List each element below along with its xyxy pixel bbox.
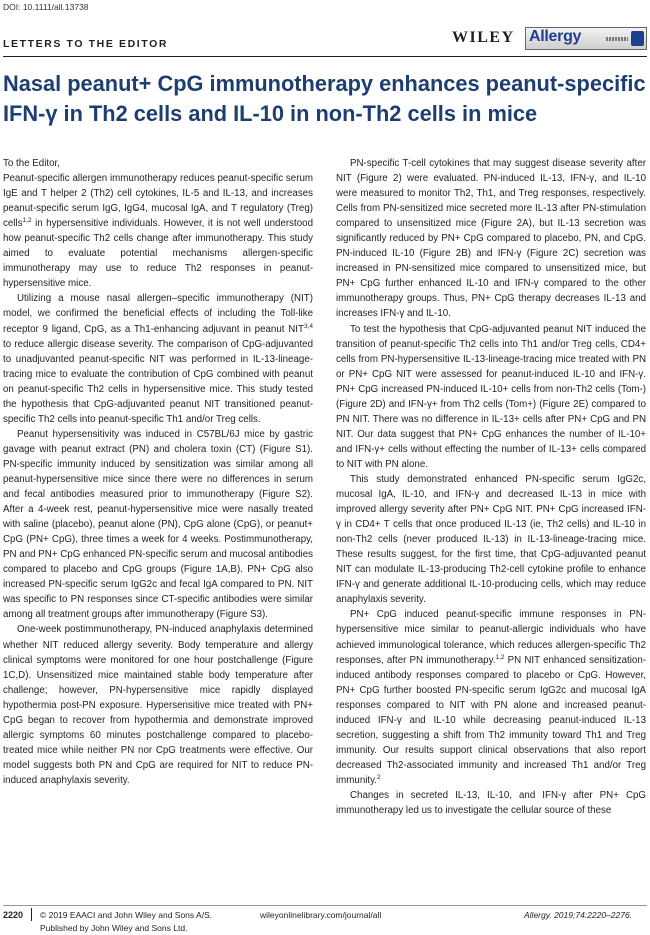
right-column — [336, 156, 646, 818]
paragraph: Peanut hypersensitivity was induced in C57BL/6J mice by gastric gavage with peanut extract (PN) and cholera toxin (CT) (Figure S1). PN-specific immunity induced by sensitization was similar among all peanut-hypersensitive mice since there were no differences in serum and fecal antibodies measured prior to immunotherapy (Figure S2). After a 4-week rest, peanut-hypersensitive mice were nasally treated with saline (placebo), peanut alone (PN), CpG alone (CpG), or peanut+ CpG (PN+ CpG), three times a week for 4 weeks. Postimmunotherapy, PN and PN+ CpG enhanced PN-specific serum and mucosal antibodies compared to placebo and CpG groups (Figure 1A,B). PN+ CpG also increased PN-specific serum IgG2c and fecal IgA compared to PN. NIT was specific to PN responses since CT-specific antibodies were similar among all treatment groups after immunotherapy (Figure S3). — [3, 428, 313, 621]
citation-ref[interactable]: 1,2 — [22, 216, 32, 224]
paragraph: To test the hypothesis that CpG-adjuvanted peanut NIT induced the transition of peanut-specific Th2 cells into Th1 and/or Treg cells, CD4+ cells from PN-hypersensitive IL-13-lineage-tracing mice treated with PN or PN+ CpG NIT were assessed for peanut-induced IL-10 and IFN-γ. PN+ CpG increased PN-induced IL-10+ cells from non-Th2 cells (Tom-) (Figure 2D) and IFN-γ+ from Th2 cells (Tom+) (Figure 2E) compared to PN NIT. There was no difference in IL-13+ cells after PN+ CpG and PN NIT. Our data suggest that PN+ CpG enhances the number of IL-10+ and IFN-γ+ cells without effecting the number of IL-13+ cells compared to NIT with PN alone. — [336, 323, 646, 470]
journal-logo-text: Allergy — [529, 28, 582, 45]
paragraph: One-week postimmunotherapy, PN-induced anaphylaxis determined whether NIT reduced allergy severity. Body temperature and allergy clinical symptoms were monitored for one hour postchallenge (Figure 1C,D). Unsensitized mice maintained stable body temperature after challenge; however, PN-hypersensitive mice rapidly displayed hypothermia post-PN exposure. Hypersensitive mice treated with PN+ CpG began to recover from hypothermia and demonstrate improved allergic symptoms 60 minutes postchallenge compared to placebo-treated mice while neither PN nor CpG treatments were effective. Our model suggests both PN and CpG are required for NIT to reduce PN-induced anaphylaxis severity. — [3, 624, 313, 786]
citation-ref[interactable]: 2 — [377, 773, 381, 781]
footer-rule — [3, 905, 647, 906]
copyright: © 2019 EAACI and John Wiley and Sons A/S. — [40, 910, 213, 920]
paragraph: Changes in secreted IL-13, IL-10, and IFN-γ after PN+ CpG immunotherapy led us to investigate the cellular source of these — [336, 789, 646, 817]
publisher-logo: WILEY — [452, 29, 515, 46]
doi-line: DOI: 10.1111/all.13738 — [3, 2, 89, 12]
footer-divider — [31, 908, 32, 921]
website-link[interactable]: wileyonlinelibrary.com/journal/all — [260, 910, 382, 920]
journal-logo — [525, 27, 647, 50]
paragraph: PN-specific T-cell cytokines that may suggest disease severity after NIT (Figure 2) were evaluated. PN-induced IL-13, IFN-γ, and IL-10 were measured to monitor Th2, Th1, and Treg responses, respectively. Cells from PN-sensitized mice secreted more IL-13 after PN-stimulation compared to unsensitized mice (Figure 2A), but IL-13 secretion was significantly reduced by PN+ CpG compared to placebo, PN, and CpG. PN-induced IL-10 (Figure 2B) and IFN-γ (Figure 2C) secretion was increased in PN-sensitized mice compared to unsensitized mice, but PN+ CpG further enhanced IL-10 and IFN-γ compared to the other immunotherapy groups. Thus, PN+ CpG therapy decreases IL-13 and increases IFN-γ and IL-10. — [336, 158, 646, 320]
paragraph: This study demonstrated enhanced PN-specific serum IgG2c, mucosal IgA, IL-10, and IFN-γ and decreased IL-13 in mice with improved allergy severity after PN+ CpG NIT. PN+ CpG increased IFN-γ in CD4+ T cells that once produced IL-13 (ie, Th2 cells) and IL-10 in non-Th2 cells (never produced IL-13) in IL-13-lineage-tracing mice. These results suggest, for the first time, that CpG-adjuvanted peanut NIT can modulate IL-13-producing Th2-cell cytokine profile to enhance IFN-γ and generate additional IL-10-producing cells, which may reduce anaphylaxis severity. — [336, 473, 646, 606]
article-title: Nasal peanut+ CpG immunotherapy enhances peanut-specific IFN-γ in Th2 cells and IL-10 in non-Th2 cells in mice — [3, 71, 646, 126]
published-by: Published by John Wiley and Sons Ltd. — [40, 923, 188, 933]
citation-ref[interactable]: 3,4 — [303, 322, 313, 330]
greeting: To the Editor, — [3, 158, 60, 169]
citation-ref[interactable]: 1,2 — [495, 653, 505, 661]
left-column — [3, 156, 313, 788]
journal-logo-stripe — [606, 37, 628, 41]
eaaci-badge-icon — [631, 31, 644, 46]
paragraph: Utilizing a mouse nasal allergen–specific immunotherapy (NIT) model, we confirmed the beneficial effects of including the Toll-like receptor 9 ligand, CpG, as a Th1-enhancing adjuvant in peanut NIT$^{3,4}$ to reduce allergic disease severity. The comparison of CpG-adjuvanted to unadjuvanted peanut-specific NIT was performed in IL-13-lineage-tracing mice to evaluate the contribution of CpG combined with peanut on peanut-specific Th2 cells in hypersensitive mice. This study tested the hypothesis that CpG-adjuvanted peanut NIT transitioned peanut-specific Th2 cells into peanut-specific Th1 and/or Treg cells. — [3, 293, 313, 425]
journal-citation: Allergy. 2019;74:2220–2276. — [524, 910, 633, 920]
paragraph: PN+ CpG induced peanut-specific immune responses in PN-hypersensitive mice similar to peanut-allergic individuals who have achieved immunological tolerance, which reduces allergen-specific Th2 responses, after PN immunotherapy.$^{1,2}$ PN NIT enhanced sensitization-induced antibody responses compared to placebo or CpG. However, PN+ CpG further boosted PN-specific serum IgG2c and mucosal IgA responses compared to NIT with PN alone and increased peanut-induced IFN-γ and IL-10 while decreasing peanut-induced IL-13 secretion, suggesting a shift from Th2 immunity toward Th1 and Treg immunity. Our results support clinical observations that also report decreased Th2-associated immunity and increased Th1 and/or Treg immunity.$^2$ — [336, 609, 646, 786]
header-rule — [3, 56, 647, 57]
page-number: 2220 — [3, 910, 24, 920]
section-heading: LETTERS TO THE EDITOR — [3, 38, 169, 50]
paragraph: Peanut-specific allergen immunotherapy reduces peanut-specific serum IgE and T helper 2 (Th2) cell cytokines, IL-5 and IL-13, and increases peanut-specific serum IgG, IgG4, mucosal IgA, and T regulatory (Treg) cells$^{1,2}$ in hypersensitive individuals. However, it is not well understood how peanut-specific Th2 cells change after immunotherapy. This study aimed to evaluate potential mechanisms allergen-specific immunotherapy may use to reduce Th2 responses in peanut-hypersensitive mice. — [3, 173, 313, 290]
